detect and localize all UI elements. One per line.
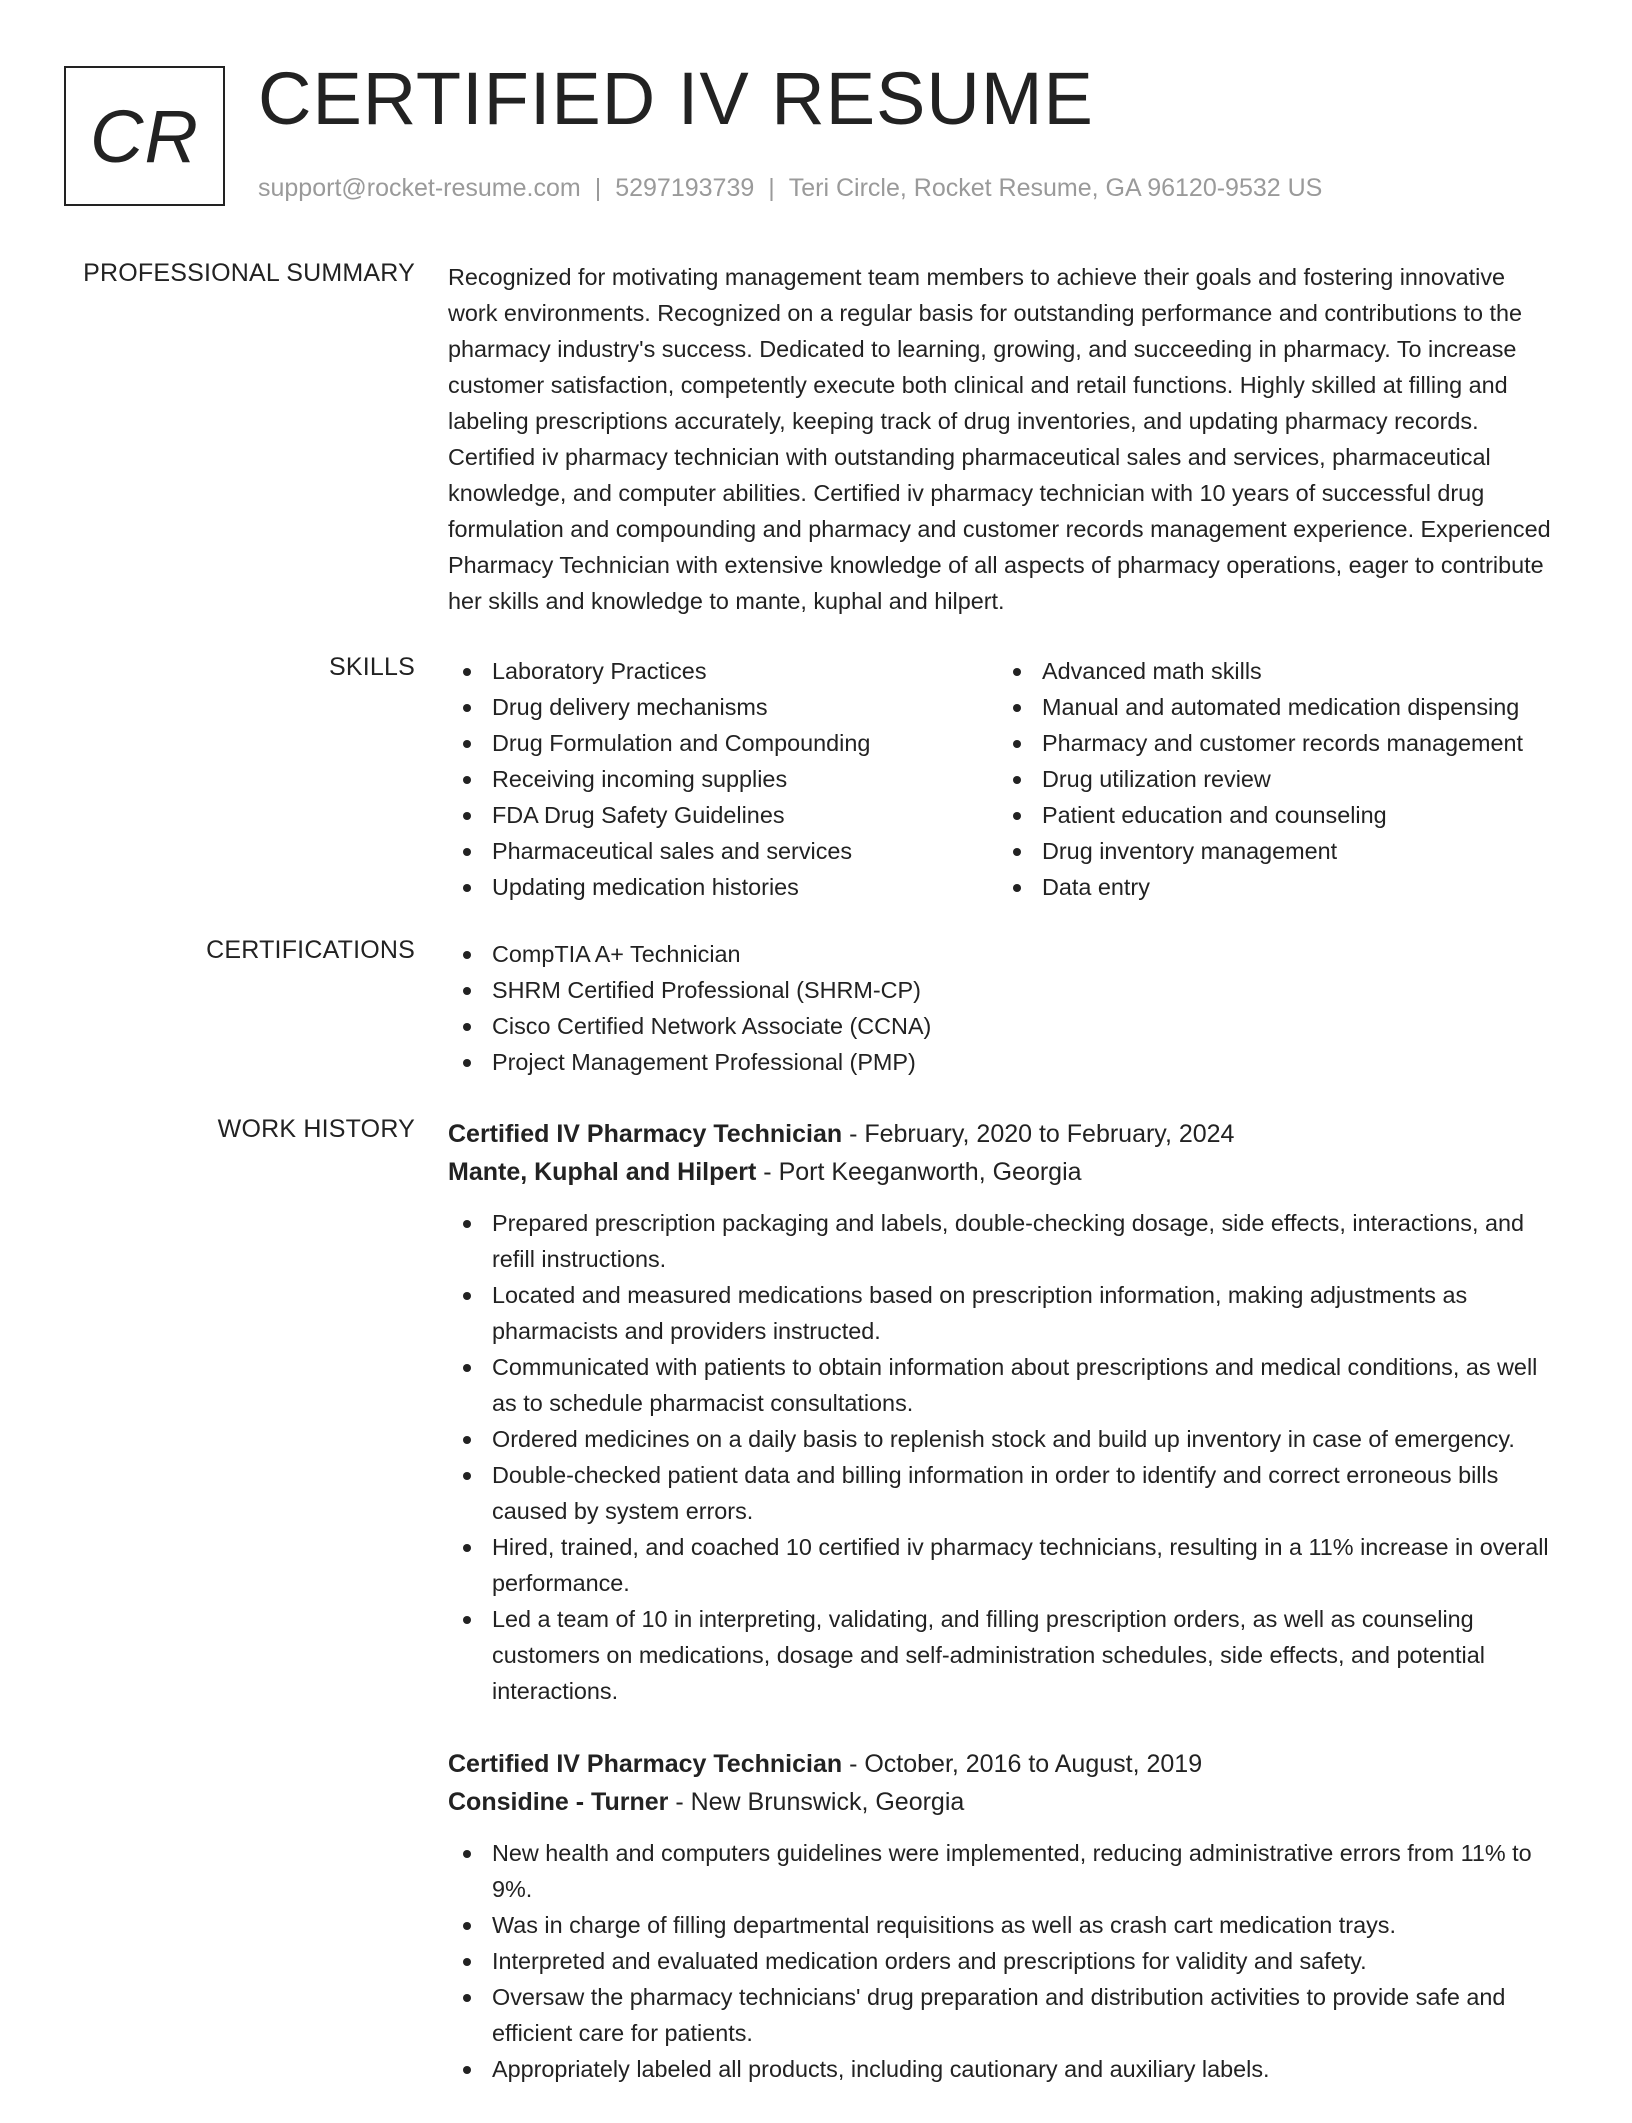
job-duties-list: [448, 1835, 1560, 2087]
job-duty-item: Interpreted and evaluated medication orders and prescriptions for validity and safety.: [448, 1943, 1560, 1979]
certification-item: Cisco Certified Network Associate (CCNA): [448, 1008, 1560, 1044]
contact-address: Teri Circle, Rocket Resume, GA 96120-9532 US: [788, 174, 1323, 202]
job-title: Certified IV Pharmacy Technician: [448, 1120, 843, 1148]
skill-item: FDA Drug Safety Guidelines: [448, 797, 998, 833]
skill-item: Data entry: [998, 869, 1558, 905]
skill-item: Patient education and counseling: [998, 797, 1558, 833]
job-location: - Port Keeganworth, Georgia: [756, 1158, 1082, 1186]
skill-item: Updating medication histories: [448, 869, 998, 905]
certification-item: CompTIA A+ Technician: [448, 936, 1560, 972]
summary-text: Recognized for motivating management team members to achieve their goals and fostering innovative work environments. Recognized on a regular basis for outstanding performance and contributions to the pharmacy industry's success. Dedicated to learning, growing, and succeeding in pharmacy. To increase customer satisfaction, competently execute both clinical and retail functions. Highly skilled at filling and labeling prescriptions accurately, keeping track of drug inventories, and updating pharmacy records. Certified iv pharmacy technician with outstanding pharmaceutical sales and services, pharmaceutical knowledge, and computer abilities. Certified iv pharmacy technician with 10 years of successful drug formulation and compounding and pharmacy and customer records management experience. Experienced Pharmacy Technician with extensive knowledge of all aspects of pharmacy operations, eager to contribute her skills and knowledge to mante, kuphal and hilpert.: [448, 264, 1551, 614]
skill-item: Laboratory Practices: [448, 653, 998, 689]
certifications-list: [448, 936, 1560, 1080]
job-company: Considine - Turner: [448, 1788, 669, 1816]
skills-body: [448, 653, 1560, 905]
skill-item: Receiving incoming supplies: [448, 761, 998, 797]
job-duty-item: Appropriately labeled all products, including cautionary and auxiliary labels.: [448, 2051, 1560, 2087]
section-label-work-history: WORK HISTORY: [217, 1115, 415, 1143]
job-entry: [448, 1745, 1560, 2087]
skill-item: Advanced math skills: [998, 653, 1558, 689]
section-label-summary: PROFESSIONAL SUMMARY: [83, 259, 415, 287]
skills-list-right: [998, 653, 1558, 905]
section-label-skills: SKILLS: [329, 653, 415, 681]
skill-item: Drug delivery mechanisms: [448, 689, 998, 725]
job-title: Certified IV Pharmacy Technician: [448, 1750, 843, 1778]
job-title-line: [448, 1115, 1560, 1153]
skill-item: Drug Formulation and Compounding: [448, 725, 998, 761]
job-company: Mante, Kuphal and Hilpert: [448, 1158, 757, 1186]
resume-name: CERTIFIED IV RESUME: [258, 57, 1094, 140]
certification-item: Project Management Professional (PMP): [448, 1044, 1560, 1080]
monogram-badge: [64, 66, 225, 206]
contact-line: [258, 174, 1322, 203]
job-entry: [448, 1115, 1560, 1709]
skill-item: Pharmacy and customer records management: [998, 725, 1558, 761]
job-duties-list: [448, 1205, 1560, 1709]
skill-item: Pharmaceutical sales and services: [448, 833, 998, 869]
certification-item: SHRM Certified Professional (SHRM-CP): [448, 972, 1560, 1008]
job-duty-item: Oversaw the pharmacy technicians' drug preparation and distribution activities to provide safe and efficient care for patients.: [448, 1979, 1560, 2051]
job-duty-item: Led a team of 10 in interpreting, validating, and filling prescription orders, as well as counseling customers on medications, dosage and self-administration schedules, side effects, and potential interactions.: [448, 1601, 1560, 1709]
job-location: - New Brunswick, Georgia: [668, 1788, 965, 1816]
skill-item: Manual and automated medication dispensing: [998, 689, 1558, 725]
job-company-line: [448, 1153, 1560, 1191]
job-duty-item: Prepared prescription packaging and labels, double-checking dosage, side effects, interactions, and refill instructions.: [448, 1205, 1560, 1277]
summary-body: [448, 259, 1560, 619]
contact-separator: |: [768, 174, 775, 202]
work-history-body: [448, 1115, 1560, 2123]
job-duty-item: Ordered medicines on a daily basis to replenish stock and build up inventory in case of emergency.: [448, 1421, 1560, 1457]
job-duty-item: Double-checked patient data and billing information in order to identify and correct erroneous bills caused by system errors.: [448, 1457, 1560, 1529]
skill-item: Drug inventory management: [998, 833, 1558, 869]
contact-email: support@rocket-resume.com: [258, 174, 581, 202]
job-company-line: [448, 1783, 1560, 1821]
job-duty-item: New health and computers guidelines were implemented, reducing administrative errors from 11% to 9%.: [448, 1835, 1560, 1907]
contact-phone: 5297193739: [615, 174, 755, 202]
skills-list-left: [448, 653, 998, 905]
job-duty-item: Was in charge of filling departmental requisitions as well as crash cart medication trays.: [448, 1907, 1560, 1943]
job-duty-item: Hired, trained, and coached 10 certified iv pharmacy technicians, resulting in a 11% increase in overall performance.: [448, 1529, 1560, 1601]
section-label-certifications: CERTIFICATIONS: [206, 936, 415, 964]
contact-separator: |: [594, 174, 602, 202]
job-duty-item: Communicated with patients to obtain information about prescriptions and medical conditions, as well as to schedule pharmacist consultations.: [448, 1349, 1560, 1421]
job-dates: - February, 2020 to February, 2024: [842, 1120, 1235, 1148]
job-dates: - October, 2016 to August, 2019: [842, 1750, 1203, 1778]
monogram-initials: CR: [90, 94, 199, 178]
job-title-line: [448, 1745, 1560, 1783]
certifications-body: [448, 936, 1560, 1080]
job-duty-item: Located and measured medications based on prescription information, making adjustments as pharmacists and providers instructed.: [448, 1277, 1560, 1349]
skill-item: Drug utilization review: [998, 761, 1558, 797]
